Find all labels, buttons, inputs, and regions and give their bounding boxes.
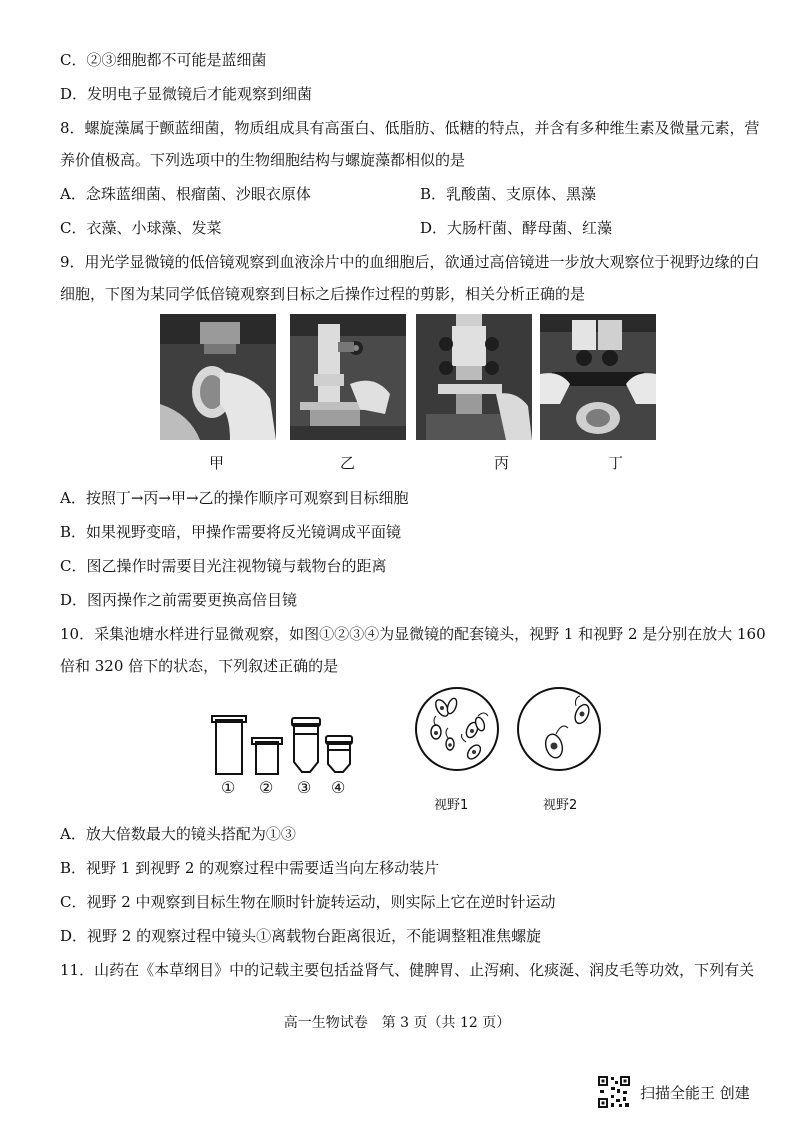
lens-1-icon bbox=[216, 720, 242, 774]
q9-option-d: D．图丙操作之前需要更换高倍目镜 bbox=[60, 591, 298, 609]
q8-stem-line2: 养价值极高。下列选项中的生物细胞结构与螺旋藻都相似的是 bbox=[60, 151, 466, 169]
q10-option-b: B．视野 1 到视野 2 的观察过程中需要适当向左移动装片 bbox=[60, 859, 440, 877]
field-of-view-1 bbox=[414, 686, 500, 772]
microscope-operation-photos bbox=[160, 314, 656, 442]
photo-label-yi: 乙 bbox=[340, 454, 356, 472]
page-footer: 高一生物试卷 第 3 页（共 12 页） bbox=[283, 1015, 511, 1031]
photo-jia bbox=[160, 314, 276, 440]
lens-label-2: ② bbox=[259, 778, 274, 797]
q10-stem-line1: 10．采集池塘水样进行显微观察，如图①②③④为显微镜的配套镜头，视野 1 和视野 2 是分别在放大 160 bbox=[60, 625, 766, 643]
q8-options-row1 bbox=[60, 184, 750, 204]
q8-stem-line1: 8．螺旋藻属于颤蓝细菌，物质组成具有高蛋白、低脂肪、低糖的特点，并含有多种维生素及微量元素，营 bbox=[60, 119, 760, 137]
q9-stem-line2: 细胞，下图为某同学低倍镜观察到目标之后操作过程的剪影，相关分析正确的是 bbox=[60, 285, 586, 303]
lens-3-icon bbox=[294, 724, 318, 772]
q10-option-c: C．视野 2 中观察到目标生物在顺时针旋转运动，则实际上它在逆时针运动 bbox=[60, 893, 556, 911]
view-label-1: 视野1 bbox=[434, 798, 469, 813]
lens-label-4: ④ bbox=[331, 778, 346, 797]
q10-option-a: A．放大倍数最大的镜头搭配为①③ bbox=[60, 825, 296, 843]
lens-label-1: ① bbox=[221, 778, 236, 797]
photo-bing bbox=[416, 314, 532, 440]
q7-option-d: D．发明电子显微镜后才能观察到细菌 bbox=[60, 85, 313, 103]
scanner-watermark: 扫描全能王 创建 bbox=[640, 1084, 750, 1102]
q11-stem-line1: 11．山药在《本草纲目》中的记载主要包括益肾气、健脾胃、止泻痢、化痰涎、润皮毛等功效，下列有关 bbox=[60, 961, 755, 979]
lens-label-3: ③ bbox=[297, 778, 312, 797]
q9-option-a: A．按照丁→丙→甲→乙的操作顺序可观察到目标细胞 bbox=[60, 489, 409, 507]
q9-stem-line1: 9．用光学显微镜的低倍镜观察到血液涂片中的血细胞后，欲通过高倍镜进一步放大观察位于视野边缘的白 bbox=[60, 253, 760, 271]
photo-label-bing: 丙 bbox=[494, 454, 510, 472]
q7-option-c: C．②③细胞都不可能是蓝细菌 bbox=[60, 51, 267, 69]
q8-option-c: C．衣藻、小球藻、发菜 bbox=[60, 219, 222, 237]
view-label-2: 视野2 bbox=[543, 798, 578, 813]
q8-option-d: D．大肠杆菌、酵母菌、红藻 bbox=[420, 219, 613, 237]
qr-code-icon bbox=[597, 1075, 631, 1109]
field-of-view-2 bbox=[516, 686, 602, 772]
q8-options-row2 bbox=[60, 218, 750, 238]
q8-option-b: B．乳酸菌、支原体、黑藻 bbox=[420, 185, 597, 203]
q8-option-a: A．念珠蓝细菌、根瘤菌、沙眼衣原体 bbox=[60, 185, 311, 203]
photo-yi bbox=[290, 314, 406, 440]
q10-option-d: D．视野 2 的观察过程中镜头①离载物台距离很近，不能调整粗准焦螺旋 bbox=[60, 927, 542, 945]
lens-2-icon bbox=[256, 742, 278, 774]
photo-label-jia: 甲 bbox=[209, 454, 225, 472]
q9-option-b: B．如果视野变暗，甲操作需要将反光镜调成平面镜 bbox=[60, 523, 402, 541]
q10-stem-line2: 倍和 320 倍下的状态，下列叙述正确的是 bbox=[60, 657, 339, 675]
lens-4-icon bbox=[328, 742, 350, 772]
q9-option-c: C．图乙操作时需要目光注视物镜与载物台的距离 bbox=[60, 557, 387, 575]
photo-label-ding: 丁 bbox=[608, 454, 624, 472]
photo-ding bbox=[540, 314, 656, 440]
